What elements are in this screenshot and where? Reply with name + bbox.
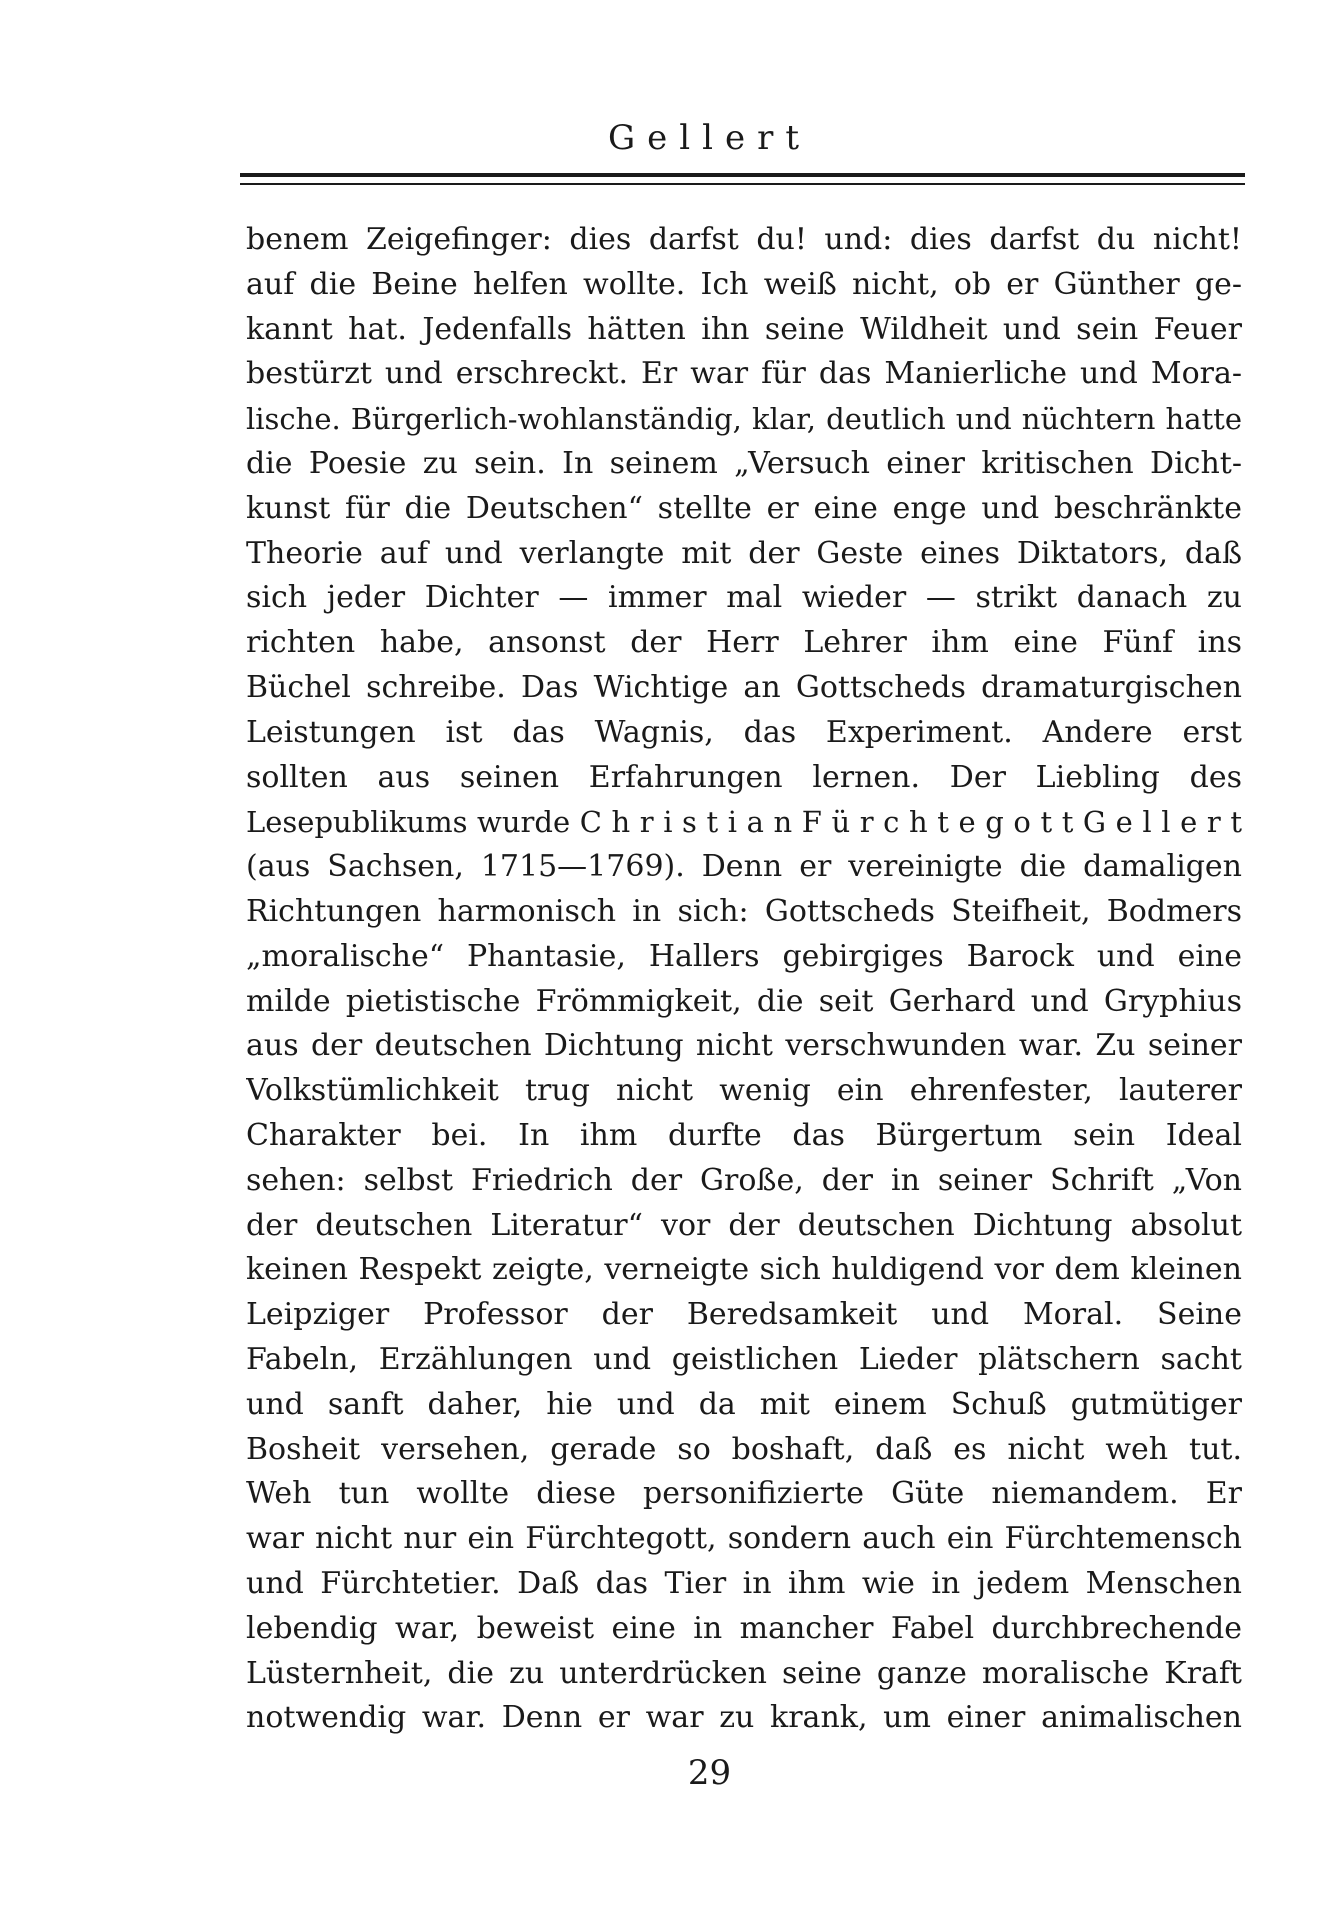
text-line: kunst für die Deutschen“ stellte er eine enge und beschränkte (246, 490, 1242, 526)
text-line: Charakter bei. In ihm durfte das Bürgertum sein Ideal (246, 1117, 1242, 1153)
text-line: Lesepublikums wurde C h r i s t i a n F ü r c h t e g o t t G e l l e r t (246, 805, 1242, 840)
text-line: Weh tun wollte diese personifizierte Güte niemandem. Er (246, 1476, 1242, 1512)
text-line: Bosheit versehen, gerade so boshaft, daß es nicht weh tut. (246, 1431, 1242, 1467)
text-line: kannt hat. Jedenfalls hätten ihn seine Wildheit und sein Feuer (246, 311, 1242, 347)
text-line: sich jeder Dichter — immer mal wieder — strikt danach zu (246, 580, 1242, 616)
text-line: Leipziger Professor der Beredsamkeit und Moral. Seine (246, 1297, 1242, 1333)
text-line: „moralische“ Phantasie, Hallers gebirgiges Barock und eine (246, 938, 1242, 974)
text-line: keinen Respekt zeigte, verneigte sich huldigend vor dem kleinen (246, 1252, 1242, 1288)
text-line: die Poesie zu sein. In seinem „Versuch einer kritischen Dicht- (246, 445, 1242, 481)
text-line: lebendig war, beweist eine in mancher Fabel durchbrechende (246, 1610, 1242, 1646)
page-number: 29 (687, 1753, 732, 1793)
text-line: sehen: selbst Friedrich der Große, der in seiner Schrift „Von (246, 1162, 1242, 1198)
text-line: Büchel schreibe. Das Wichtige an Gottscheds dramaturgischen (246, 669, 1242, 705)
text-line: richten habe, ansonst der Herr Lehrer ihm eine Fünf ins (246, 625, 1242, 661)
text-line: Theorie auf und verlangte mit der Geste eines Diktators, daß (246, 535, 1242, 571)
body-text (246, 218, 1242, 1741)
text-line: auf die Beine helfen wollte. Ich weiß nicht, ob er Günther ge- (246, 266, 1242, 302)
header-rule-thin (240, 183, 1245, 185)
text-line: und Fürchtetier. Daß das Tier in ihm wie in jedem Menschen (246, 1565, 1242, 1601)
text-line: notwendig war. Denn er war zu krank, um einer animalischen (246, 1700, 1242, 1736)
text-line: sollten aus seinen Erfahrungen lernen. Der Liebling des (246, 759, 1242, 795)
text-line: lische. Bürgerlich-wohlanständig, klar, deutlich und nüchtern hatte (246, 402, 1242, 437)
text-line: Volkstümlichkeit trug nicht wenig ein ehrenfester, lauterer (246, 1073, 1242, 1109)
text-line: Richtungen harmonisch in sich: Gottscheds Steifheit, Bodmers (246, 893, 1242, 929)
text-line: (aus Sachsen, 1715—1769). Denn er vereinigte die damaligen (246, 849, 1242, 885)
text-line: und sanft daher, hie und da mit einem Schuß gutmütiger (246, 1386, 1242, 1422)
text-line: Leistungen ist das Wagnis, das Experiment. Andere erst (246, 714, 1242, 750)
header-rule-thick (240, 173, 1245, 177)
text-line: war nicht nur ein Fürchtegott, sondern auch ein Fürchtemensch (246, 1521, 1242, 1557)
running-head: Gellert (607, 118, 812, 158)
text-line: benem Zeigefinger: dies darfst du! und: dies darfst du nicht! (246, 222, 1242, 257)
text-line: der deutschen Literatur“ vor der deutschen Dichtung absolut (246, 1207, 1242, 1243)
text-line: milde pietistische Frömmigkeit, die seit Gerhard und Gryphius (246, 983, 1242, 1019)
text-line: aus der deutschen Dichtung nicht verschwunden war. Zu seiner (246, 1028, 1242, 1064)
text-line: Fabeln, Erzählungen und geistlichen Lieder plätschern sacht (246, 1341, 1242, 1377)
text-line: bestürzt und erschreckt. Er war für das Manierliche und Mora- (246, 356, 1242, 392)
text-line: Lüsternheit, die zu unterdrücken seine ganze moralische Kraft (246, 1655, 1242, 1691)
